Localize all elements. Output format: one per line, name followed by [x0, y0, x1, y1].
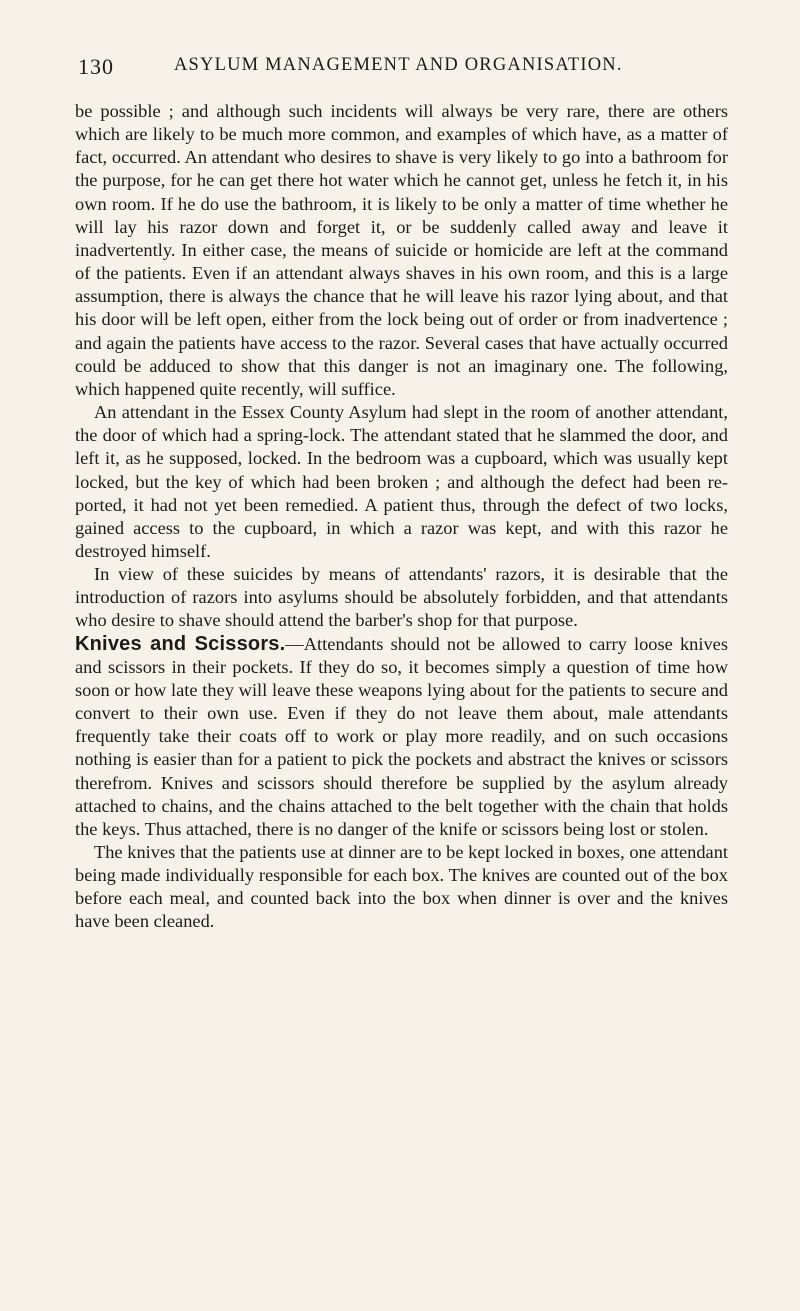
paragraph-text: An attendant in the Essex County Asylum had slept in the room of another attendant, the door of which had a spring-lock. The attendant stated that he slammed the door, and left it, as he supposed, locked. In the bedroom was a cupboard, which was usually kept locked, but the key of which had been broken ; and although the defect had been reported, it had not yet been remedied. A patient thus, through the defect of two locks, gained access to the cupboard, in which a razor was kept, and with this razor he destroyed himself. [75, 402, 728, 561]
paragraph-text: be possible ; and although such incidents will always be very rare, there are others which are likely to be much more common, and examples of which have, as a matter of fact, occurred. An attendant who desires to shave is very likely to go into a bathroom for the purpose, for he can get there hot water which he cannot get, unless he fetch it, in his own room. If he do use the bathroom, it is likely to be only a matter of time whether he will lay his razor down and forget it, or be suddenly called away and leave it inadvertently. In either case, the means of suicide or homicide are left at the command of the patients. Even if an attendant always shaves in his own room, and this is a large assumption, there is always the chance that he will leave his razor lying about, and that his door will be left open, either from the lock being out of order or from inadvertence ; and again the patients have access to the razor. Several cases that have actually occurred could be adduced to show that this danger is not an imaginary one. The following, which happened quite recently, will suffice. [75, 101, 728, 399]
paragraph-essex-case [75, 401, 728, 563]
paragraph-text: The knives that the patients use at dinner are to be kept locked in boxes, one attendant being made individually responsible for each box. The knives are counted out of the box before each meal, and counted back into the box when dinner is over and the knives have been cleaned. [75, 842, 728, 932]
body-text [75, 100, 728, 934]
paragraph-text: —Attendants should not be allowed to carry loose knives and scissors in their pockets. If they do so, it becomes simply a question of time how soon or how late they will leave these weapons lying about for the patients to secure and convert to their own use. Even if they do not leave them about, male attendants frequently take their coats off to work or play more readily, and on such occasions nothing is easier than for a patient to pick the pockets and abstract the knives or scissors therefrom. Knives and scissors should therefore be supplied by the asylum already attached to chains, and the chains attached to the belt together with the chain that holds the keys. Thus attached, there is no danger of the knife or scissors being lost or stolen. [75, 633, 728, 839]
paragraph-dinner-knives [75, 841, 728, 934]
section-heading-knives-scissors: Knives and Scissors. [75, 632, 286, 655]
paragraph-razor-danger [75, 100, 728, 401]
paragraph-text: In view of these suicides by means of attendants' razors, it is desirable that the introduction of razors into asylums should be absolutely forbidden, and that attendants who desire to shave should attend the barber's shop for that purpose. [75, 564, 728, 631]
running-head: ASYLUM MANAGEMENT AND ORGANISATION. [174, 55, 623, 75]
paragraph-knives-scissors [75, 633, 728, 841]
page-number: 130 [78, 54, 114, 79]
paragraph-razor-prohibition [75, 563, 728, 632]
page-header [78, 54, 724, 80]
